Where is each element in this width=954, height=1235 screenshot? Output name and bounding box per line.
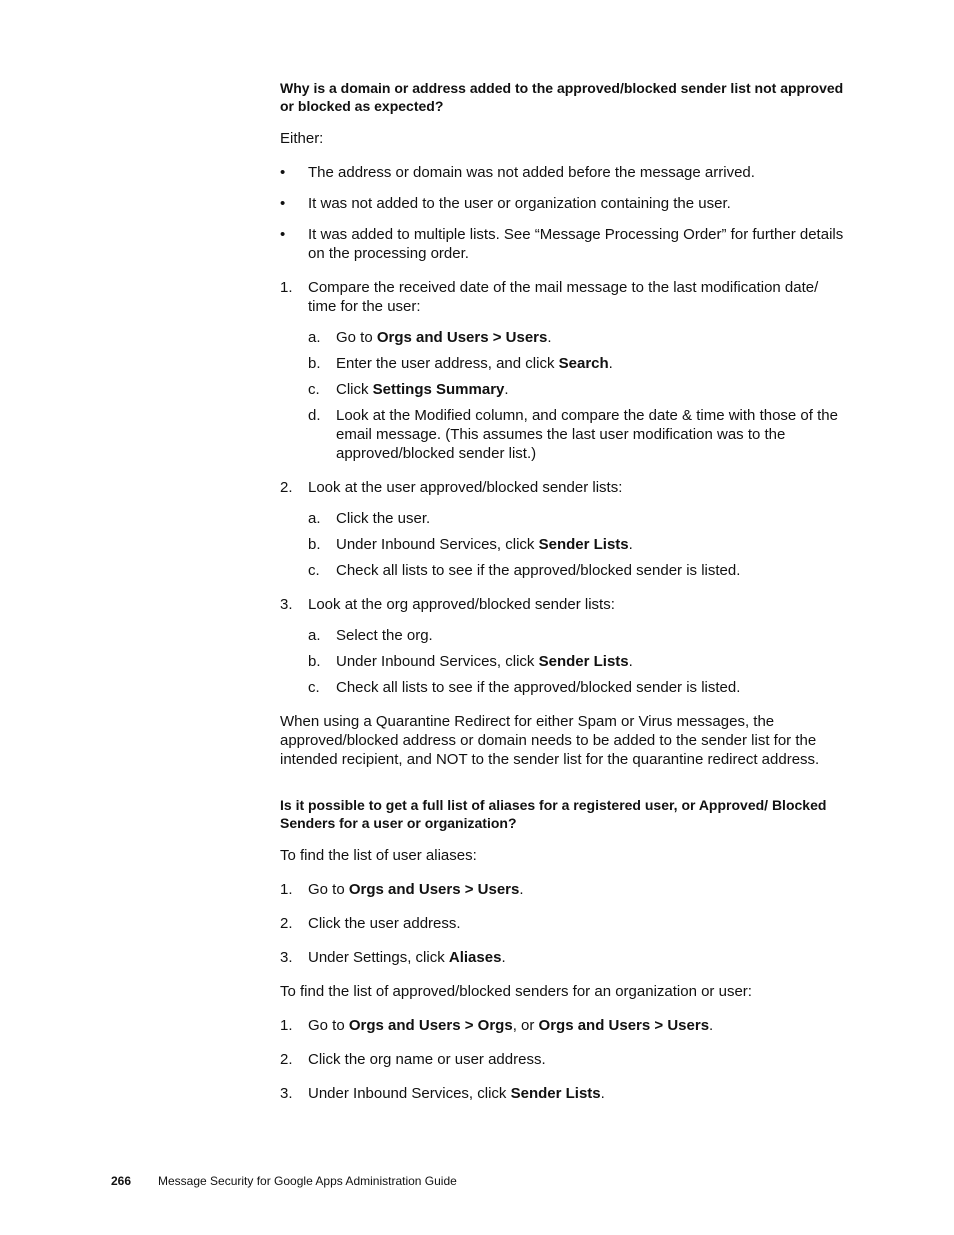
step-text-connector: , or [512,1017,539,1034]
punctuation: . [628,653,633,670]
section-heading: Why is a domain or address added to the approved/blocked sender list not approved or blocked as expected? [280,80,844,114]
senders-intro: To find the list of approved/blocked senders for an organization or user: [280,983,752,1000]
substep-item [308,652,845,671]
punctuation: . [504,381,509,398]
substep-list [308,328,845,463]
substep-letter: c. [308,381,320,398]
substep-item [308,535,845,554]
step-number: 3. [280,949,293,966]
senders-steps [280,1016,845,1103]
substep-letter: a. [308,510,321,527]
ui-menu-name: Sender Lists [538,653,629,670]
bullet-list [280,163,845,263]
ui-menu-name: Sender Lists [510,1085,601,1102]
step-item [280,1084,845,1103]
page-content [280,79,845,1118]
substep-letter: b. [308,536,321,553]
bullet-icon: • [280,164,286,181]
substep-item [308,626,845,645]
bullet-item [280,163,845,182]
step-item [280,948,845,967]
substep-text: Click the user. [336,510,431,527]
step-number: 2. [280,915,293,932]
step-item [280,478,845,580]
substep-letter: d. [308,407,321,424]
substep-item [308,678,845,697]
ui-menu-name: Sender Lists [538,536,629,553]
substep-letter: a. [308,329,321,346]
substep-text: Go to [336,329,377,346]
substep-list [308,509,845,580]
ui-button-name: Settings Summary [372,381,505,398]
substep-item [308,561,845,580]
step-item [280,880,845,899]
step-number: 1. [280,279,293,296]
bullet-item [280,225,845,263]
step-number: 3. [280,1085,293,1102]
closing-paragraph: When using a Quarantine Redirect for either Spam or Virus messages, the approved/blocked address or domain needs to be added to the sender list for the intended recipient, and NOT to the sender list for the quarantine redirect address. [280,713,820,768]
substep-letter: b. [308,653,321,670]
substep-letter: b. [308,355,321,372]
intro-text: Either: [280,130,324,147]
step-text: Click the org name or user address. [308,1051,546,1068]
substep-text: Check all lists to see if the approved/blocked sender is listed. [336,679,741,696]
ui-button-name: Search [558,355,609,372]
substep-item [308,406,845,463]
step-item [280,278,845,463]
step-text: Under Inbound Services, click [308,1085,511,1102]
substep-text: Select the org. [336,627,433,644]
substep-item [308,354,845,373]
punctuation: . [628,536,633,553]
aliases-steps [280,880,845,967]
step-item [280,1016,845,1035]
section-heading: Is it possible to get a full list of aliases for a registered user, or Approved/ Blocked Senders for a user or organization? [280,797,827,831]
bullet-icon: • [280,195,286,212]
step-number: 3. [280,596,293,613]
substep-text: Look at the Modified column, and compare the date & time with those of the email message. (This assumes the last user modification was to the approved/blocked sender list.) [336,407,838,462]
page-number: 266 [111,1174,132,1188]
bullet-icon: • [280,226,286,243]
step-number: 1. [280,881,293,898]
step-text: Look at the user approved/blocked sender lists: [308,479,623,496]
substep-text: Check all lists to see if the approved/blocked sender is listed. [336,562,741,579]
substep-text: Under Inbound Services, click [336,653,539,670]
substep-letter: c. [308,679,320,696]
ui-path: Orgs and Users > Users [376,329,548,346]
step-text: Under Settings, click [308,949,449,966]
step-item [280,595,845,697]
document-title: Message Security for Google Apps Administration Guide [158,1174,457,1188]
bullet-item [280,194,845,213]
procedure-steps [280,278,845,697]
bullet-text: It was not added to the user or organization containing the user. [308,195,731,212]
punctuation: . [501,949,506,966]
step-item [280,1050,845,1069]
aliases-intro: To find the list of user aliases: [280,847,477,864]
step-item [280,914,845,933]
punctuation: . [608,355,613,372]
substep-item [308,509,845,528]
substep-letter: a. [308,627,321,644]
ui-path: Orgs and Users > Users [348,881,520,898]
step-number: 1. [280,1017,293,1034]
substep-item [308,328,845,347]
substep-text: Enter the user address, and click [336,355,559,372]
punctuation: . [709,1017,714,1034]
substep-text: Under Inbound Services, click [336,536,539,553]
step-text: Click the user address. [308,915,461,932]
punctuation: . [547,329,552,346]
step-number: 2. [280,479,293,496]
punctuation: . [600,1085,605,1102]
punctuation: . [519,881,524,898]
page-footer [111,1173,457,1189]
ui-menu-name: Aliases [448,949,502,966]
ui-path: Orgs and Users > Orgs [348,1017,513,1034]
substep-letter: c. [308,562,320,579]
substep-item [308,380,845,399]
step-text: Go to [308,1017,349,1034]
step-number: 2. [280,1051,293,1068]
substep-list [308,626,845,697]
bullet-text: The address or domain was not added before the message arrived. [308,164,755,181]
substep-text: Click [336,381,373,398]
step-text: Compare the received date of the mail message to the last modification date/ time for the user: [308,279,819,315]
step-text: Look at the org approved/blocked sender lists: [308,596,615,613]
ui-path: Orgs and Users > Users [538,1017,710,1034]
bullet-text: It was added to multiple lists. See “Message Processing Order” for further details on the processing order. [308,226,844,262]
step-text: Go to [308,881,349,898]
